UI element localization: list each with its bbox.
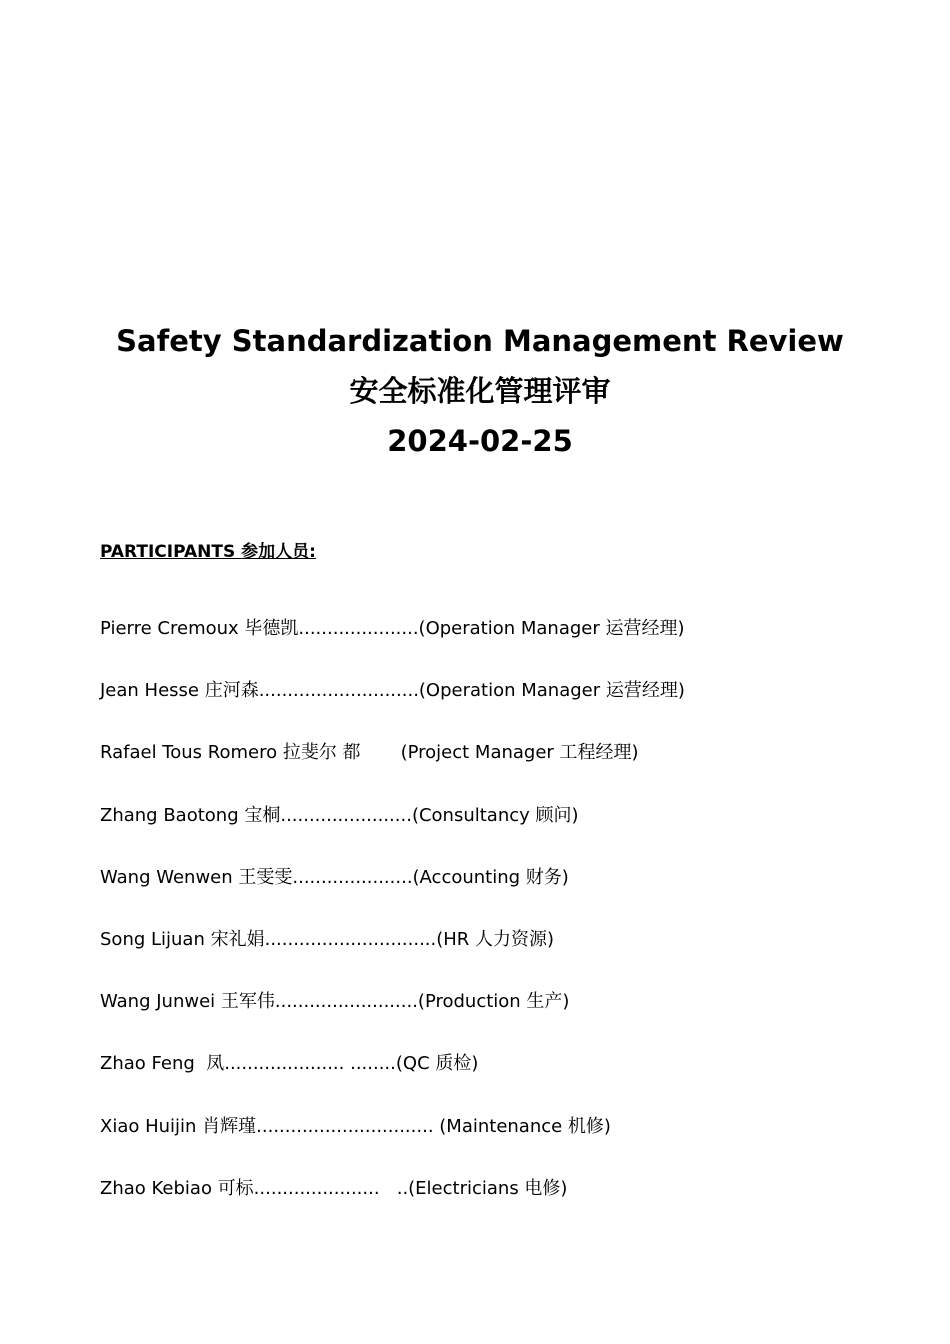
participant-item: Jean Hesse 庄河森............................(Operation Manager 运营经理) bbox=[100, 680, 685, 702]
participant-item: Zhao Kebiao 可标...................... ..(Electricians 电修) bbox=[100, 1177, 568, 1199]
title-block bbox=[0, 316, 950, 466]
participant-item: Wang Junwei 王军伟.........................(Production 生产) bbox=[100, 991, 570, 1013]
participant-item: Pierre Cremoux 毕德凯.....................(Operation Manager 运营经理) bbox=[100, 618, 685, 639]
title-chinese: 安全标准化管理评审 bbox=[349, 374, 611, 408]
participants-list bbox=[100, 598, 685, 1220]
participant-item: Wang Wenwen 王雯雯.....................(Accounting 财务) bbox=[100, 866, 569, 888]
participant-item: Song Lijuan 宋礼娟..............................(HR 人力资源) bbox=[100, 928, 555, 950]
title-english: Safety Standardization Management Review bbox=[116, 324, 844, 358]
document-date: 2024-02-25 bbox=[387, 424, 573, 458]
participants-heading: PARTICIPANTS 参加人员: bbox=[100, 542, 316, 562]
participant-item: Rafael Tous Romero 拉斐尔 都 (Project Manager 工程经理) bbox=[100, 742, 639, 764]
participant-item: Zhang Baotong 宝桐.......................(Consultancy 顾问) bbox=[100, 804, 579, 826]
participant-item: Zhao Feng 凤..................... ........(QC 质检) bbox=[100, 1053, 479, 1075]
participant-item: Xiao Huijin 肖辉瑾............................... (Maintenance 机修) bbox=[100, 1115, 611, 1137]
